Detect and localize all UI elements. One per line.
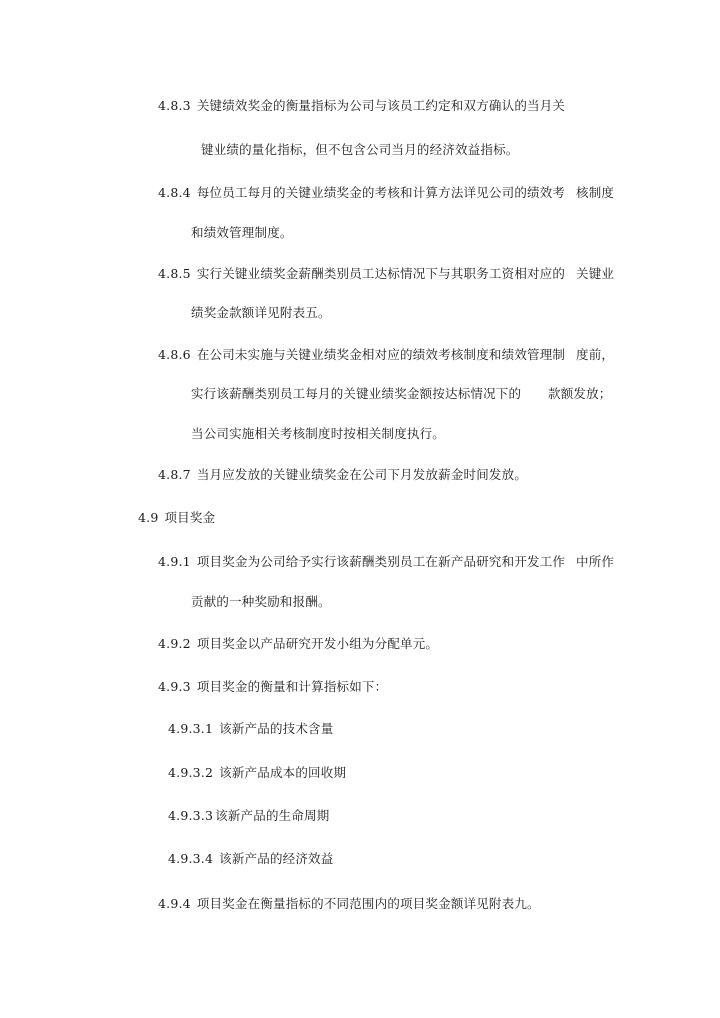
clause-text: 在公司未实施与关键业绩奖金相对应的绩效考核制度和绩效管理制	[196, 347, 566, 362]
clause-text: 中所作	[576, 554, 615, 569]
clause-4-9-1-line1	[158, 554, 565, 570]
clause-number: 4.8.7	[158, 467, 191, 482]
clause-4-9-4-line1	[158, 896, 540, 912]
clause-text: 项目奖金以产品研究开发小组为分配单元。	[196, 636, 439, 651]
section-title: 项目奖金	[164, 510, 216, 525]
clause-4-9-3-4	[168, 851, 333, 867]
clause-4-8-5-line2	[191, 305, 331, 321]
clause-4-8-5-line1	[158, 266, 565, 282]
clause-number: 4.9.2	[158, 636, 191, 651]
clause-number: 4.9.3	[158, 679, 191, 694]
clause-number: 4.8.4	[158, 185, 191, 200]
clause-4-8-4-line1	[158, 185, 565, 201]
clause-number: 4.9.3.4	[168, 851, 214, 866]
clause-text: 当月应发放的关键业绩奖金在公司下月发放薪金时间发放。	[196, 467, 528, 482]
clause-4-8-4-line1-tail	[576, 185, 614, 201]
clause-4-9-1-line2	[191, 594, 331, 610]
clause-number: 4.8.3	[158, 98, 191, 113]
clause-4-8-6-line3	[191, 426, 445, 442]
clause-text: 绩奖金款额详见附表五。	[191, 305, 331, 320]
clause-4-8-6-line2	[191, 386, 521, 402]
clause-text: 键业绩的量化指标，但不包含公司当月的经济效益指标。	[201, 142, 519, 157]
clause-4-9-1-line1-tail	[576, 554, 614, 570]
clause-text: 项目奖金为公司给予实行该薪酬类别员工在新产品研究和开发工作	[196, 554, 566, 569]
clause-text: 当公司实施相关考核制度时按相关制度执行。	[191, 426, 446, 441]
clause-text: 核制度	[576, 185, 615, 200]
clause-text: 该新产品的技术含量	[219, 721, 334, 736]
clause-text: 项目奖金在衡量指标的不同范围内的项目奖金额详见附表九。	[196, 896, 540, 911]
clause-4-8-3-line2	[201, 142, 519, 158]
clause-4-8-6-line2-tail	[548, 386, 612, 402]
clause-number: 4.9.3.3	[168, 808, 214, 823]
clause-text: 实行该薪酬类别员工每月的关键业绩奖金额按达标情况下的	[191, 386, 522, 401]
clause-number: 4.9.1	[158, 554, 191, 569]
clause-number: 4.8.5	[158, 266, 191, 281]
section-number: 4.9	[138, 510, 159, 525]
clause-4-8-6-line1	[158, 347, 565, 363]
clause-text: 关键业	[576, 266, 615, 281]
clause-4-8-4-line2	[191, 225, 293, 241]
clause-4-9-3-1	[168, 721, 333, 737]
clause-number: 4.9.4	[158, 896, 191, 911]
clause-number: 4.9.3.1	[168, 721, 214, 736]
clause-text: 该新产品的生命周期	[215, 808, 330, 823]
clause-text: 款额发放；	[548, 386, 612, 401]
clause-text: 和绩效管理制度。	[191, 225, 293, 240]
clause-4-9-3-2	[168, 765, 346, 781]
section-4-9-heading	[138, 510, 215, 526]
clause-text: 关键绩效奖金的衡量指标为公司与该员工约定和双方确认的当月关	[196, 98, 566, 113]
clause-4-8-6-line1-tail	[576, 347, 614, 363]
clause-number: 4.9.3.2	[168, 765, 214, 780]
clause-4-9-3-3	[168, 808, 329, 824]
clause-text: 该新产品成本的回收期	[219, 765, 347, 780]
clause-4-9-3-line1	[158, 679, 387, 695]
clause-text: 度前，	[576, 347, 615, 362]
clause-4-8-7-line1	[158, 467, 527, 483]
clause-4-9-2-line1	[158, 636, 438, 652]
clause-number: 4.8.6	[158, 347, 191, 362]
clause-text: 项目奖金的衡量和计算指标如下：	[196, 679, 388, 694]
clause-text: 每位员工每月的关键业绩奖金的考核和计算方法详见公司的绩效考	[196, 185, 566, 200]
clause-text: 贡献的一种奖励和报酬。	[191, 594, 331, 609]
clause-4-8-5-line1-tail	[576, 266, 614, 282]
clause-text: 该新产品的经济效益	[219, 851, 334, 866]
clause-4-8-3-line1	[158, 98, 565, 114]
clause-text: 实行关键业绩奖金薪酬类别员工达标情况下与其职务工资相对应的	[196, 266, 566, 281]
